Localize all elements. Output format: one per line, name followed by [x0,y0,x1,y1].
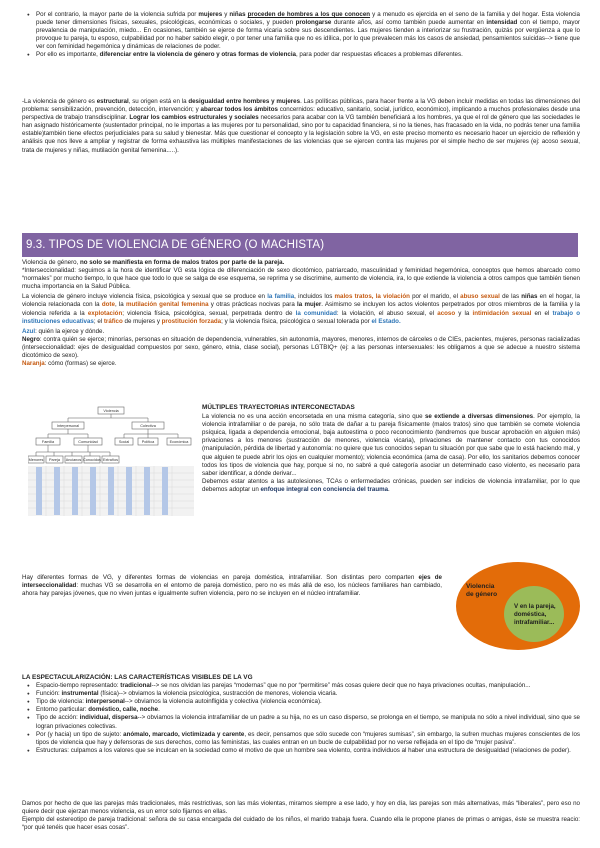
bullet-differentiate-violence: ● Por ello es importante, diferenciar entre la violencia de género y otras formas de violencia, para poder dar respuestas eficaces a problemas diferentes. [22,51,580,59]
venn-outer-label-line2: de género [466,591,498,598]
bullet-violence-from-known-men: ● Por el contrario, la mayor parte de la violencia sufrida por mujeres y niñas proceden de hombres a los que conocen y a menudo es ejercida en el seno de la familia y del hogar. Esta violencia puede tener dimensiones físicas, sexuales, psicológicas, económicas o sociales, y pueden prolongarse durante años, así como también puede aumentar en intensidad con el tiempo, mayor prevalencia de manipulación, miedo... En ocasiones, también se ejerce de forma vicaria sobre sus descendientes. Las mujeres tienden a interiorizar su frustración, quizás por vergüenza a que lo provoque tu pareja, tu esposo, culpabilidad por no haber sabido elegir, o por tener una familia que no es idílica, por lo que prevalecen más los casos de ansiedad, pensamientos suicidas--> tiene que ver con feminidad hegemónica y dinámicas de relaciones de poder. [22,11,580,51]
diagram-l3-4: Económica [169,440,189,444]
trajectories-title: MÚLTIPLES TRAYECTORIAS INTERCONECTADAS [202,404,355,411]
list-item: ● Espacio-tiempo representado: tradicional--> se nos olvidan las parejas “modernas” que no por “permitirse” más cosas quiere decir que no haya privaciones ocultas, manipulación... [22,682,580,690]
closing-paragraph-1: Damos por hecho de que las parejas más tradicionales, más restrictivas, son las más violentas, miramos siempre a ese lado, y hoy en día, las parejas son más alternativas, más “liberales”, pero eso no quiere decir que ejerzan menos violencia, es un error solo fijarnos en ellas. [22,800,580,816]
trajectories-body-2: Debemos estar atentos a las autolesiones, TCAs o enfermedades crónicas, pueden ser indicios de violencia intrafamiliar, por lo que debemos adoptar un enfoque integral con conciencia del trauma. [202,477,580,493]
intro-bullet-list [22,11,580,60]
trajectories-body: La violencia no es una acción encorsetada en una misma categoría, sino que se extiende a diversas dimensiones. Por ejemplo, la violencia intrafamiliar o de pareja, no sólo trata de dañar a tu pareja físicamente (malos tratos) sino que también se comete violencia psíquica, ligada a dependencia emocional, baja autoestima o poco reconocimiento (tendremos que buscar aprobación en alguien más) privaciones a los menores (sustracción de menores, violencia vicaria), privaciones de mantener contacto con tus conocidos (manipulación, pérdida de libertad y autonomía: no quiere que tus conocidos sepan tu situación por que sabe que lo está haciendo mal, y que alguien te puede abrir los ojos en cualquier momento); violencia económica (ama de casa). Por ello, los sanitarios debemos conocer todos los tipos de violencia que hay, porque si no, no sabré a qué categoría asociar un determinado caso violento, es necesario para saber identificar, a dónde derivar... [202,413,580,477]
closing-paragraphs [22,800,580,832]
diagram-l3-2: Social [118,440,130,444]
spectacularization-list [22,682,580,755]
diagram-l4-2: Ancianos [65,458,82,462]
diagram-matrix-grid [28,466,194,516]
legend-naranja: Naranja: cómo (formas) se ejerce. [22,360,117,368]
legend-azul: Azul: quién la ejerce y dónde. [22,327,105,335]
diagram-l3-0: Familia [41,440,55,444]
diagram-l4-0: Menores [28,458,44,462]
venn-outer-label [466,583,497,598]
spectacularization-section [22,674,580,755]
diagram-l3-1: Comunidad [78,440,98,444]
violence-includes-paragraph: La violencia de género incluye violencia física, psicológica y sexual que se produce en la familia, incluidos los malos tratos, la violación por el marido, el abuso sexual de las niñas en el hogar, la violencia relacionada con la dote, la mutilación genital femenina y otras prácticas nocivas para la mujer. Asimismo se incluyen los actos violentos perpetrados por otros miembros de la familia y la violencia referida a la explotación; violencia física, psicológica, sexual, perpetrada dentro de la comunidad: la violación, el abuso sexual, el acoso y la intimidación sexual en el trabajo o instituciones educativas; el tráfico de mujeres y prostitución forzada; y la violencia física, psicológica o sexual tolerada por el Estado. [22,293,580,325]
venn-inner-label-line2: doméstica, [514,611,547,618]
list-item: ● Tipo de violencia: interpersonal--> obviamos la violencia autoinfligida y colectiva (violencia económica). [22,698,580,706]
section-heading: 9.3. TIPOS DE VIOLENCIA DE GÉNERO (O MACHISTA) [22,233,578,257]
diagram-l3-3: Política [141,440,155,444]
venn-inner-label-line3: intrafamiliar... [514,619,555,626]
list-item: ● Tipo de acción: individual, dispersa--> obviamos la violencia intrafamiliar de un padre a su hija, no es un caso disperso, se prolonga en el tiempo, se manipula no sólo a nivel individual, sino que se logran privaciones colectivas. [22,714,580,730]
venn-outer-label-line1: Violencia [466,583,495,590]
list-item: ● Estructuras: culpamos a los valores que se inculcan en la sociedad como el motivo de que un hombre sea violento, contra individuos al haber una estructura de desigualdad (relaciones de poder). [22,747,580,755]
intersectionality-paragraph: *Interseccionalidad: seguimos a la hora de identificar VG esta lógica de diferenciación de sexo dicotómico, patriarcado, masculinidad y feminidad hegemónica, conceptos que hemos abarcado como “normales” por mucho tiempo, lo que hace que todo lo que se salga de ese esquema, se reprima y se discrimine, aumento de violencia, ira, lo que extiende la violencia a otros campos que también tienen mucha importancia en la Salud Pública. [22,267,580,291]
diagram-l4-1: Pareja [49,458,60,462]
forms-of-violence-paragraph: Hay diferentes formas de VG, y diferentes formas de violencias en pareja doméstica, intrafamiliar. Son distintas pero comparten ejes de interseccionalidad: muchas VG se desarrolla en el entorno de pareja doméstico, pero no es más allá de eso, los núcleos familiares han cambiado, ahora hay parejas jóvenes, que no viven juntas e igualmente sufren violencia, pero no se incluyen en el núcleo intrafamiliar. [22,574,442,598]
diagram-l4-3: Conocidos [83,458,101,462]
diagram-l2-1: Colectiva [140,424,156,428]
violence-typology-diagram [28,404,194,518]
spectacularization-title: LA ESPECTACULARIZACIÓN: LAS CARACTERÍSTICAS VISIBLES DE LA VG [22,674,253,681]
list-item: ● Entorno particular: doméstico, calle, noche. [22,706,580,714]
structural-violence-paragraph: -La violencia de género es estructural, su origen está en la desigualdad entre hombres y mujeres. Las políticas públicas, para hacer frente a la VG deben incluir medidas en todas las dimensiones del problema: sensibilización, prevención, detección, intervención; y abarcar todos los ámbitos concernidos: educativo, sanitario, social, jurídico, económico), implicando a muchos profesionales desde una perspectiva de trabajo transdisciplinar. Lograr los cambios estructurales y sociales necesarios para acabar con la VG también beneficiará a los hombres, ya que el rol de género que las sociedades le han asignado históricamente (sustentador principal, no le importas a las mujeres por tu personalidad, sino por tu capacidad financiera, si no la tienes, has fracasado en la vida, no podrás tener una familia estable)también tiene efectos perjudiciales para su salud y bienestar. Más que cuestionar el concepto y la legislación sobre la VG, en este preciso momento es necesario hacer un ejercicio de reflexión y análisis que nos lleve a ampliar y registrar de forma exhaustiva las múltiples manifestaciones de las violencias que se ejercen contra las mujeres por el simple hecho de ser mujeres (ej: acoso sexual, trata de mujeres y niñas, mutilación genital femenina.....). [22,98,580,154]
list-item: ● Función: instrumental (física)--> obviamos la violencia psicológica, sustracción de menores, violencia vicaria. [22,690,580,698]
violence-types-block [22,259,580,368]
closing-paragraph-2: Ejemplo del estereotipo de pareja tradicional: señora de su casa encargada del cuidado de los niños, el marido trabaja fuera. Cuando ella le propone planes de primas o amigas, éste se muestra reacio: “por qué tenéis que hacer esas cosas”. [22,816,580,832]
diagram-l4-4: Extraños [103,458,118,462]
list-item: ● Por (y hacia) un tipo de sujeto: anómalo, marcado, victimizada y carente, es decir, pensamos que sólo sucede con “mujeres sumisas”, sin embargo, la sufren muchas mujeres conscientes de los tipos de violencia que hay y defensoras de sus derechos, como las feministas, las cuales entran en un bucle de culpabilidad por no verse reflejada en el tipo de “mujer pasiva”. [22,731,580,747]
venn-diagram [448,558,588,654]
trajectories-section [202,404,580,494]
legend-negro: Negro: contra quién se ejerce; minorías, personas en situación de dependencia, vulnerables, sin autonomía, mayores, menores, internos de cárceles o de CIEs, pacientes, mujeres, personas racializadas (interseccionalidad: ejes de desigualdad compuestos por sexo, género, etnia, clase social), personas LGTBIQ+ (ej: a las personas intersexuales: les obligamos a que se adecue a nuestro sistema dicotómico de sexo). [22,335,580,360]
diagram-l2-0: Interpersonal [56,424,80,428]
diagram-root: Violencia [103,409,119,413]
types-intro: Violencia de género, no solo se manifiesta en forma de malos tratos por parte de la pareja. [22,259,285,266]
venn-inner-label-line1: V en la pareja, [514,603,556,610]
